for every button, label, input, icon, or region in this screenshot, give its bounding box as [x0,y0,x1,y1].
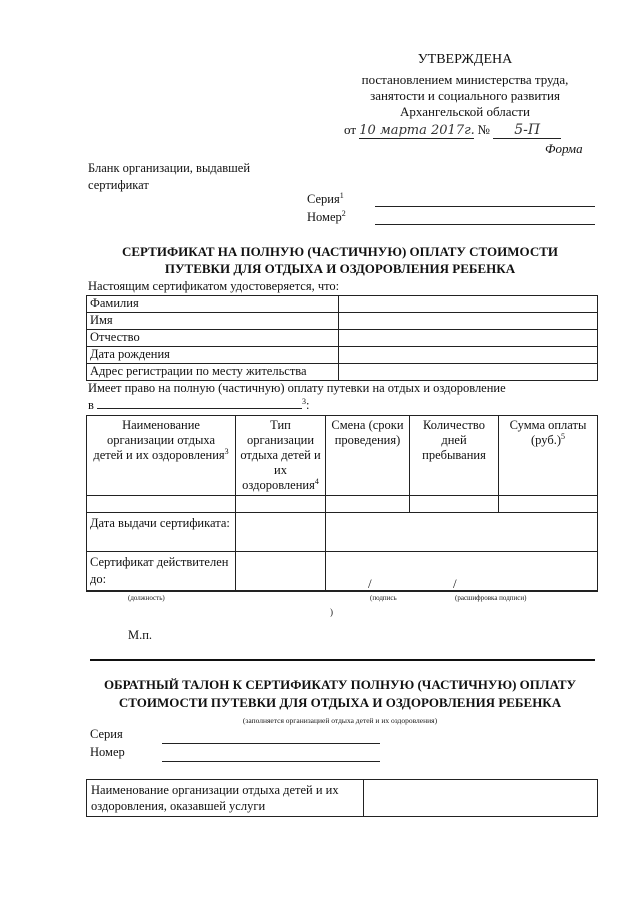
right-text-suffix: : [306,398,310,412]
patronymic-label: Отчество [87,330,339,347]
table-row [87,330,598,347]
table-row [87,313,598,330]
header-amount [499,416,598,496]
return-number-field[interactable] [162,761,380,762]
surname-label: Фамилия [87,296,339,313]
header-organization [87,416,236,496]
signature-caption: (подпись [370,594,397,602]
header-days [410,416,499,496]
approval-block [330,52,600,120]
name-value[interactable] [339,313,598,330]
signature-slash-2: / [453,576,457,591]
address-value[interactable] [339,364,598,381]
approval-title: УТВЕРЖДЕНА [417,52,513,67]
number-row [307,210,346,225]
right-text-line2 [88,397,310,413]
right-text-footnote: 3 [302,396,307,406]
stamp-label: М.п. [128,628,153,642]
voucher-table [86,415,598,591]
certificate-title-line1: СЕРТИФИКАТ НА ПОЛНУЮ (ЧАСТИЧНУЮ) ОПЛАТУ СТОИМОСТИ [122,244,558,259]
services-label: Наименование организации отдыха детей и их оздоровления, оказавшей услуги [87,780,364,817]
birthdate-label: Дата рождения [87,347,339,364]
series-row [307,192,344,207]
decoding-caption: (расшифровка подписи) [455,594,527,602]
intro-text: Настоящим сертификатом удостоверяется, что: [88,279,340,293]
days-value[interactable] [410,496,499,513]
position-caption: (должность) [128,594,165,602]
approval-line1: постановлением министерства труда, [361,72,569,87]
valid-until-label: Сертификат действителен до: [87,552,236,591]
header-amount-text: Сумма оплаты (руб.) [509,418,587,447]
approval-number: 5-П [493,122,561,139]
right-text-prefix: в [88,398,94,412]
signature-line[interactable] [86,591,598,592]
table-row [87,496,598,513]
shift-value[interactable] [326,496,410,513]
return-note: (заполняется организацией отдыха детей и их оздоровления) [242,716,438,725]
return-title-line1: ОБРАТНЫЙ ТАЛОН К СЕРТИФИКАТУ ПОЛНУЮ (ЧАСТИЧНУЮ) ОПЛАТУ [103,677,577,692]
number-field[interactable] [375,224,595,225]
certificate-title-line2: ПУТЕВКИ ДЛЯ ОТДЫХА И ОЗДОРОВЛЕНИЯ РЕБЕНКА [164,261,516,276]
issue-date-label: Дата выдачи сертификата: [87,513,236,552]
table-header-row [87,416,598,496]
right-text-line1: Имеет право на полную (частичную) оплату путевки на отдых и оздоровление [88,381,506,395]
issue-date-value[interactable] [236,513,326,552]
from-label: от [344,122,357,137]
valid-until-value[interactable] [236,552,326,591]
return-series-label: Серия [90,727,123,741]
issuer-line1: Бланк организации, выдавшей [88,161,251,175]
type-value[interactable] [236,496,326,513]
table-row [87,513,598,552]
header-type-footnote: 4 [314,476,319,486]
header-type [236,416,326,496]
series-label: Серия [307,192,340,206]
issuer-line2: сертификат [88,178,149,192]
return-series-field[interactable] [162,743,380,744]
issuer-block [88,160,250,194]
return-title-line2: СТОИМОСТИ ПУТЕВКИ ДЛЯ ОТДЫХА И ОЗДОРОВЛЕНИЯ РЕБЕНКА [118,695,562,710]
birthdate-value[interactable] [339,347,598,364]
header-type-text: Тип организации отдыха детей и их оздоровления [240,418,321,492]
patronymic-value[interactable] [339,330,598,347]
header-organization-text: Наименование организации отдыха детей и их оздоровления [93,418,225,462]
return-title [80,676,600,712]
approval-line3: Архангельской области [400,104,530,119]
series-field[interactable] [375,206,595,207]
amount-value[interactable] [499,496,598,513]
table-row [87,364,598,381]
right-text-blank[interactable] [97,397,302,409]
number-sign: № [477,122,490,137]
form-label: Форма [545,141,583,156]
cut-line [90,659,595,661]
table-row [87,296,598,313]
number-label: Номер [307,210,342,224]
approval-date-line [344,122,594,139]
return-number-label: Номер [90,745,125,759]
series-footnote: 1 [339,190,344,200]
table-row [87,552,598,591]
services-table [86,779,598,817]
header-shift [326,416,410,496]
approval-line2: занятости и социального развития [370,88,560,103]
name-label: Имя [87,313,339,330]
surname-value[interactable] [339,296,598,313]
header-organization-footnote: 3 [224,446,229,456]
header-days-text: Количество дней пребывания [422,418,486,462]
address-label: Адрес регистрации по месту жительства [87,364,339,381]
header-shift-text: Смена (сроки проведения) [331,418,404,447]
issue-date-spare [326,513,598,552]
header-amount-footnote: 5 [560,431,565,441]
valid-until-spare [326,552,598,591]
services-value[interactable] [364,780,598,817]
table-row [87,347,598,364]
closing-paren: ) [330,607,333,617]
number-footnote: 2 [341,208,346,218]
approval-date: 10 марта 2017г. [359,123,475,138]
table-row [87,780,598,817]
person-table [86,295,598,381]
certificate-title [80,243,600,277]
organization-value[interactable] [87,496,236,513]
signature-slash-1: / [368,576,372,591]
